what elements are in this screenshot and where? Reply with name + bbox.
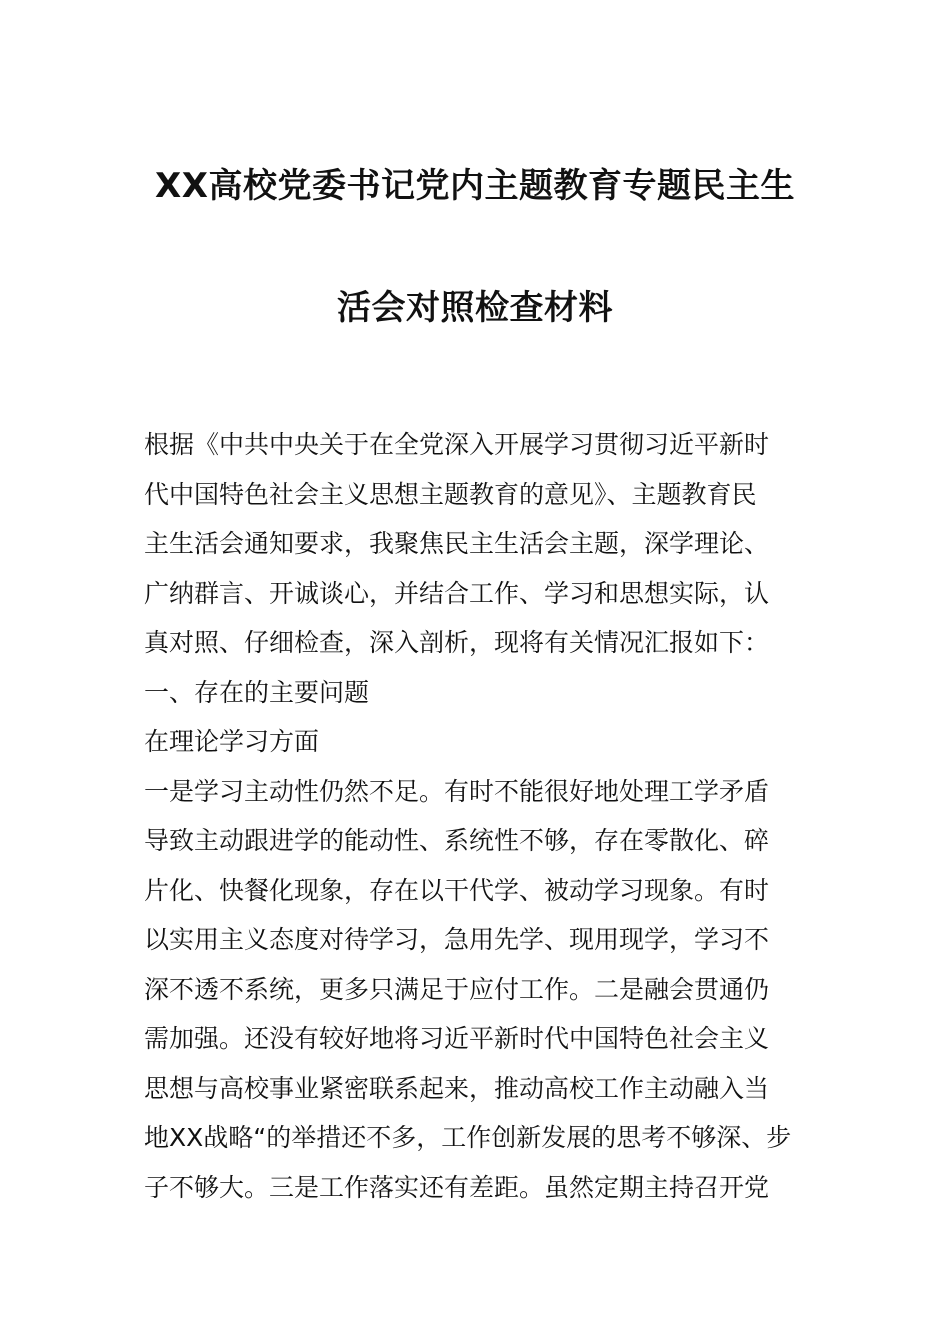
- body-line: 思想与高校事业紧密联系起来，推动高校工作主动融入当: [144, 1073, 770, 1103]
- body-line: 真对照、仔细检查，深入剖析，现将有关情况汇报如下：: [144, 628, 770, 657]
- body-line: 导致主动跟进学的能动性、系统性不够，存在零散化、碎: [144, 826, 770, 855]
- body-line: 代中国特色社会主义思想主题教育的意见》、主题教育民: [144, 479, 757, 509]
- body-line: 主生活会通知要求，我聚焦民主生活会主题，深学理论、: [144, 529, 770, 558]
- body-line: 根据《中共中央关于在全党深入开展学习贯彻习近平新时: [144, 430, 770, 459]
- body-line: 地XX战略“的举措还不多，工作创新发展的思考不够深、步: [144, 1123, 792, 1152]
- body-line: 广纳群言、开诚谈心，并结合工作、学习和思想实际，认: [144, 578, 770, 608]
- subsection-heading: 在理论学习方面: [144, 727, 320, 756]
- body-line: 需加强。还没有较好地将习近平新时代中国特色社会主义: [144, 1024, 770, 1053]
- document-body: [144, 420, 808, 1212]
- document-title-line-1: XX高校党委书记党内主题教育专题民主生: [155, 166, 795, 206]
- body-line: 深不透不系统，更多只满足于应付工作。二是融会贯通仍: [144, 974, 770, 1004]
- section-heading: 一、存在的主要问题: [144, 677, 370, 707]
- body-line: 片化、快餐化现象，存在以干代学、被动学习现象。有时: [144, 875, 770, 905]
- body-line: 以实用主义态度对待学习，急用先学、现用现学，学习不: [144, 925, 770, 954]
- document-title-line-2: 活会对照检查材料: [337, 288, 613, 328]
- body-line: 一是学习主动性仍然不足。有时不能很好地处理工学矛盾: [144, 776, 770, 806]
- body-line: 子不够大。三是工作落实还有差距。虽然定期主持召开党: [144, 1172, 770, 1202]
